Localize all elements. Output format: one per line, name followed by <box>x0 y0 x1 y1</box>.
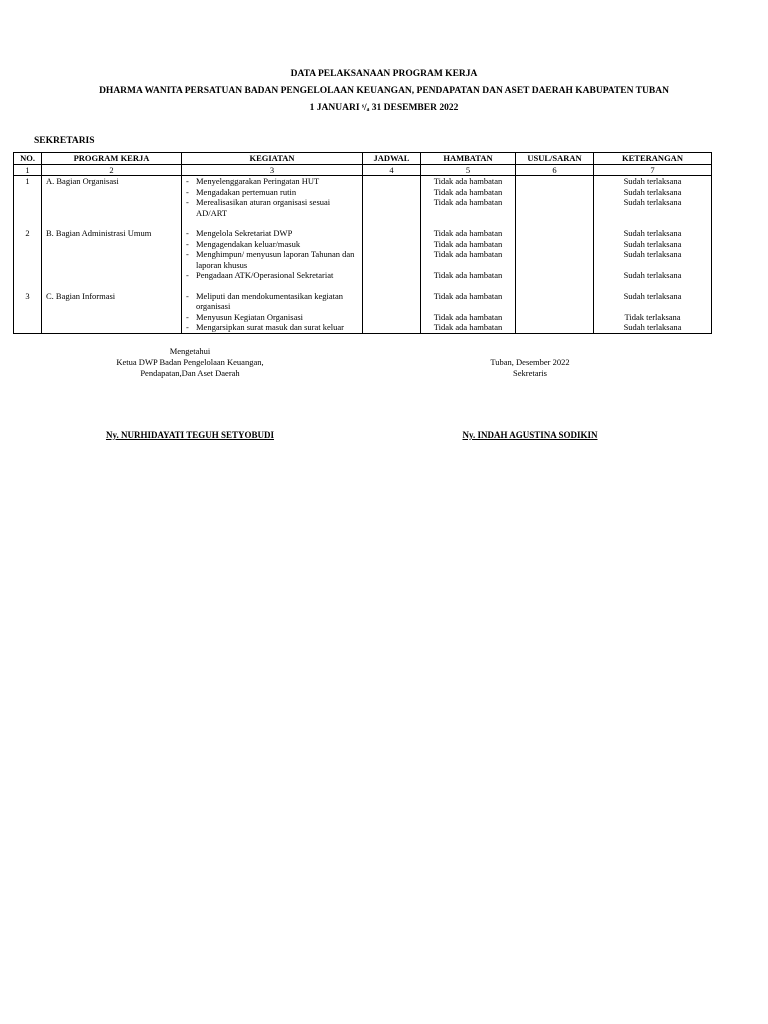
hambatan-text: Tidak ada hambatan <box>421 291 516 312</box>
row-number: 2 <box>14 228 42 239</box>
hambatan-text: Tidak ada hambatan <box>421 187 516 198</box>
list-dash: - <box>186 176 189 186</box>
program-name: A. Bagian Organisasi <box>42 176 182 187</box>
column-number-row <box>14 164 712 176</box>
hambatan-text: Tidak ada hambatan <box>421 228 516 239</box>
list-dash: - <box>186 311 189 322</box>
list-dash: - <box>186 197 189 207</box>
table-row <box>14 176 712 187</box>
row-number: 3 <box>14 291 42 312</box>
col-number: 5 <box>421 164 516 176</box>
col-number: 7 <box>594 164 712 176</box>
sig-right-line1: Tuban, Desember 2022 <box>490 357 570 367</box>
keterangan-text: Sudah terlaksana <box>594 176 712 187</box>
sig-left-line1: Mengetahui <box>169 346 211 356</box>
col-header-program: PROGRAM KERJA <box>42 153 182 165</box>
list-dash: - <box>186 322 189 332</box>
table-row <box>14 197 712 218</box>
list-dash: - <box>186 228 189 238</box>
keterangan-text: Sudah terlaksana <box>594 270 712 281</box>
keterangan-text: Sudah terlaksana <box>594 249 712 270</box>
table-row <box>14 239 712 250</box>
table-row <box>14 249 712 270</box>
list-dash: - <box>186 186 189 197</box>
kegiatan-text: Menyusun Kegiatan Organisasi <box>196 311 304 322</box>
row-number: 1 <box>14 176 42 187</box>
table-row <box>14 322 712 333</box>
list-dash: - <box>186 249 189 259</box>
table-row <box>14 187 712 198</box>
col-header-usul-saran: USUL/SARAN <box>516 153 594 165</box>
kegiatan-text: Mengadakan pertemuan rutin <box>196 186 297 197</box>
hambatan-text: Tidak ada hambatan <box>421 197 516 218</box>
keterangan-text: Sudah terlaksana <box>594 187 712 198</box>
hambatan-text: Tidak ada hambatan <box>421 249 516 270</box>
col-number: 6 <box>516 164 594 176</box>
hambatan-text: Tidak ada hambatan <box>421 176 516 187</box>
table-row <box>14 312 712 323</box>
program-name: B. Bagian Administrasi Umum <box>42 228 182 239</box>
kegiatan-text: Pengadaan ATK/Operasional Sekretariat <box>196 270 334 280</box>
document-subtitle: DHARMA WANITA PERSATUAN BADAN PENGELOLAAN KEUANGAN, PENDAPATAN DAN ASET DAERAH KABUPATEN TUBAN <box>99 86 669 96</box>
kegiatan-text: Mengarsipkan surat masuk dan surat keluar <box>196 322 344 332</box>
list-dash: - <box>186 238 189 249</box>
document-period: 1 JANUARI ˢ/ₐ 31 DESEMBER 2022 <box>309 103 459 113</box>
sig-left-line3: Pendapatan,Dan Aset Daerah <box>140 368 240 378</box>
document-title: DATA PELAKSANAAN PROGRAM KERJA <box>290 69 478 79</box>
kegiatan-text: Menghimpun/ menyusun laporan Tahunan dan laporan khusus <box>196 249 355 270</box>
hambatan-text: Tidak ada hambatan <box>421 312 516 323</box>
table-header-row <box>14 153 712 165</box>
keterangan-text: Sudah terlaksana <box>594 291 712 312</box>
program-table <box>13 152 712 334</box>
col-number: 1 <box>14 164 42 176</box>
table-row <box>14 291 712 312</box>
keterangan-text: Sudah terlaksana <box>594 239 712 250</box>
list-dash: - <box>186 290 189 301</box>
keterangan-text: Sudah terlaksana <box>594 197 712 218</box>
kegiatan-text: Menyelenggarakan Peringatan HUT <box>196 176 320 186</box>
kegiatan-text: Meliputi dan mendokumentasikan kegiatan organisasi <box>196 290 344 311</box>
col-header-jadwal: JADWAL <box>363 153 421 165</box>
sig-left-name: Ny. NURHIDAYATI TEGUH SETYOBUDI <box>105 430 275 440</box>
program-name: C. Bagian Informasi <box>42 291 182 312</box>
kegiatan-text: Mengelola Sekretariat DWP <box>196 228 293 238</box>
hambatan-text: Tidak ada hambatan <box>421 322 516 333</box>
signature-block-right <box>430 357 630 379</box>
section-label: SEKRETARIS <box>34 136 95 146</box>
col-header-kegiatan: KEGIATAN <box>182 153 363 165</box>
table-row <box>14 228 712 239</box>
table-row <box>14 270 712 281</box>
hambatan-text: Tidak ada hambatan <box>421 239 516 250</box>
kegiatan-text: Mengagendakan keluar/masuk <box>196 238 301 249</box>
col-number: 3 <box>182 164 363 176</box>
col-header-keterangan: KETERANGAN <box>594 153 712 165</box>
col-header-hambatan: HAMBATAN <box>421 153 516 165</box>
col-number: 2 <box>42 164 182 176</box>
sig-right-line2: Sekretaris <box>513 368 547 378</box>
keterangan-text: Sudah terlaksana <box>594 322 712 333</box>
col-number: 4 <box>363 164 421 176</box>
hambatan-text: Tidak ada hambatan <box>421 270 516 281</box>
sig-right-name: Ny. INDAH AGUSTINA SODIKIN <box>462 430 598 440</box>
kegiatan-text: Merealisasikan aturan organisasi sesuai AD/ART <box>196 197 331 218</box>
keterangan-text: Tidak terlaksana <box>594 312 712 323</box>
list-dash: - <box>186 270 189 280</box>
signature-block-left <box>60 346 320 379</box>
sig-left-line2: Ketua DWP Badan Pengelolaan Keuangan, <box>116 357 264 367</box>
col-header-no: NO. <box>14 153 42 165</box>
keterangan-text: Sudah terlaksana <box>594 228 712 239</box>
